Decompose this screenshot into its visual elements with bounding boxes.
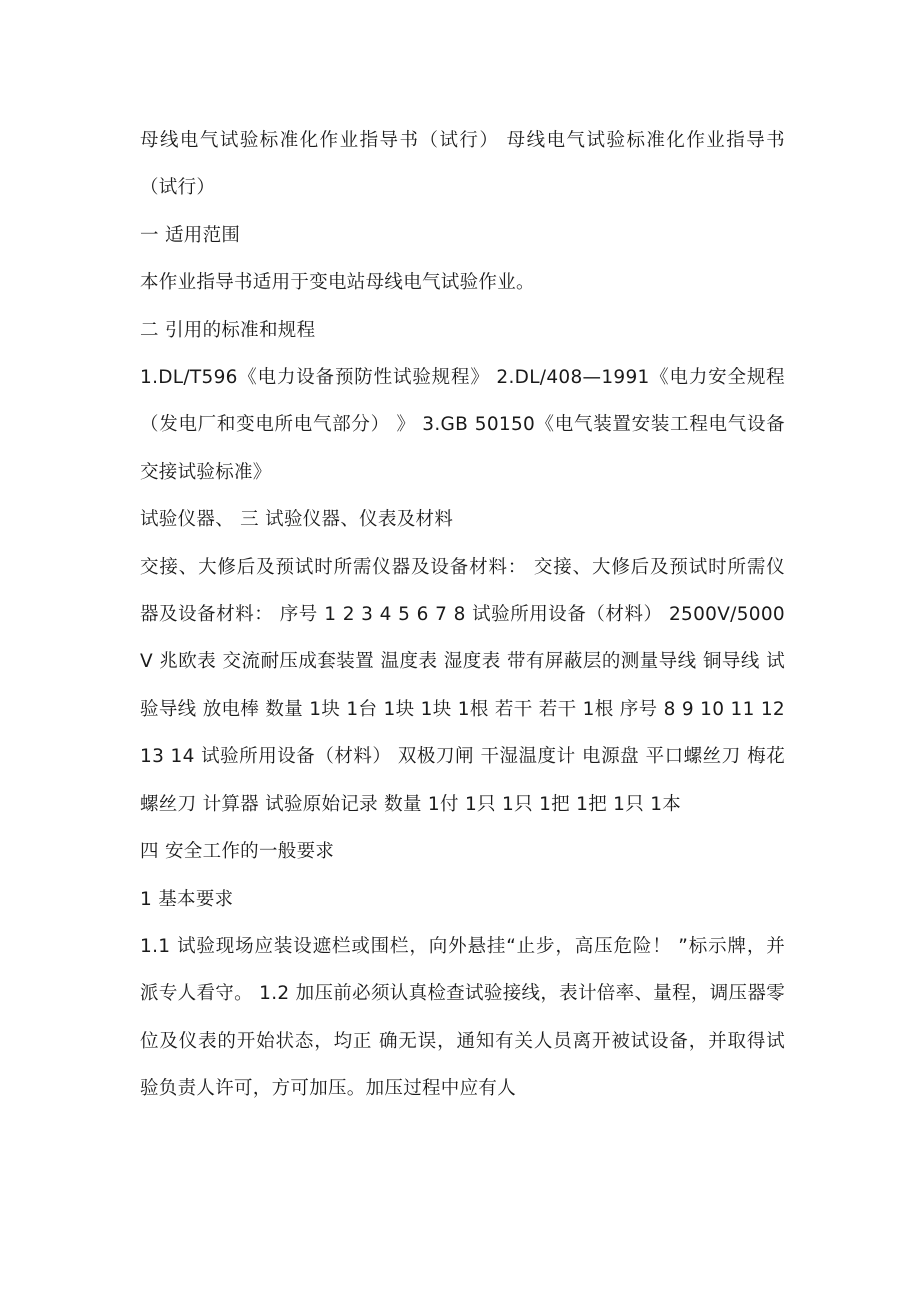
section-heading-scope: 一 适用范围 [140,224,241,246]
paragraph-basic-requirements: 1.1 试验现场应装设遮栏或围栏，向外悬挂“止步，高压危险！ ”标示牌，并派专人看守。 1.2 加压前必须认真检查试验接线，表计倍率、量程，调压器零位及仪表的开始状态，均正 确无误，通知有关人员离开被试设备，并取得试验负责人许可，方可加压。加压过程中应有人 [140,935,785,1100]
section-heading-safety: 四 安全工作的一般要求 [140,841,335,863]
paragraph-scope: 本作业指导书适用于变电站母线电气试验作业。 [140,272,535,294]
paragraph-instruments-list: 交接、大修后及预试时所需仪器及设备材料： 交接、大修后及预试时所需仪器及设备材料： 序号 1 2 3 4 5 6 7 8 试验所用设备（材料） 2500V/5000V 兆欧表 交流耐压成套装置 温度表 湿度表 带有屏蔽层的测量导线 铜导线 试验导线 放电棒 数量 1块 1台 1块 1块 1根 若干 若干 1根 序号 8 9 10 11 12 13 14 试验所用设备（材料） 双极刀闸 干湿温度计 电源盘 平口螺丝刀 梅花螺丝刀 计算器 试验原始记录 数量 1付 1只 1只 1把 1把 1只 1本 [140,556,785,815]
subsection-heading-basic: 1 基本要求 [140,888,234,910]
document-title: 母线电气试验标准化作业指导书（试行） 母线电气试验标准化作业指导书（试行） [140,130,785,199]
section-heading-instruments: 试验仪器、 三 试验仪器、仪表及材料 [140,509,454,531]
paragraph-standards-list: 1.DL/T596《电力设备预防性试验规程》 2.DL/408—1991《电力安全规程（发电厂和变电所电气部分） 》 3.GB 50150《电气装置安装工程电气设备交接试验标准》 [140,367,785,483]
section-heading-standards: 二 引用的标准和规程 [140,319,316,341]
document-body [140,117,785,1113]
